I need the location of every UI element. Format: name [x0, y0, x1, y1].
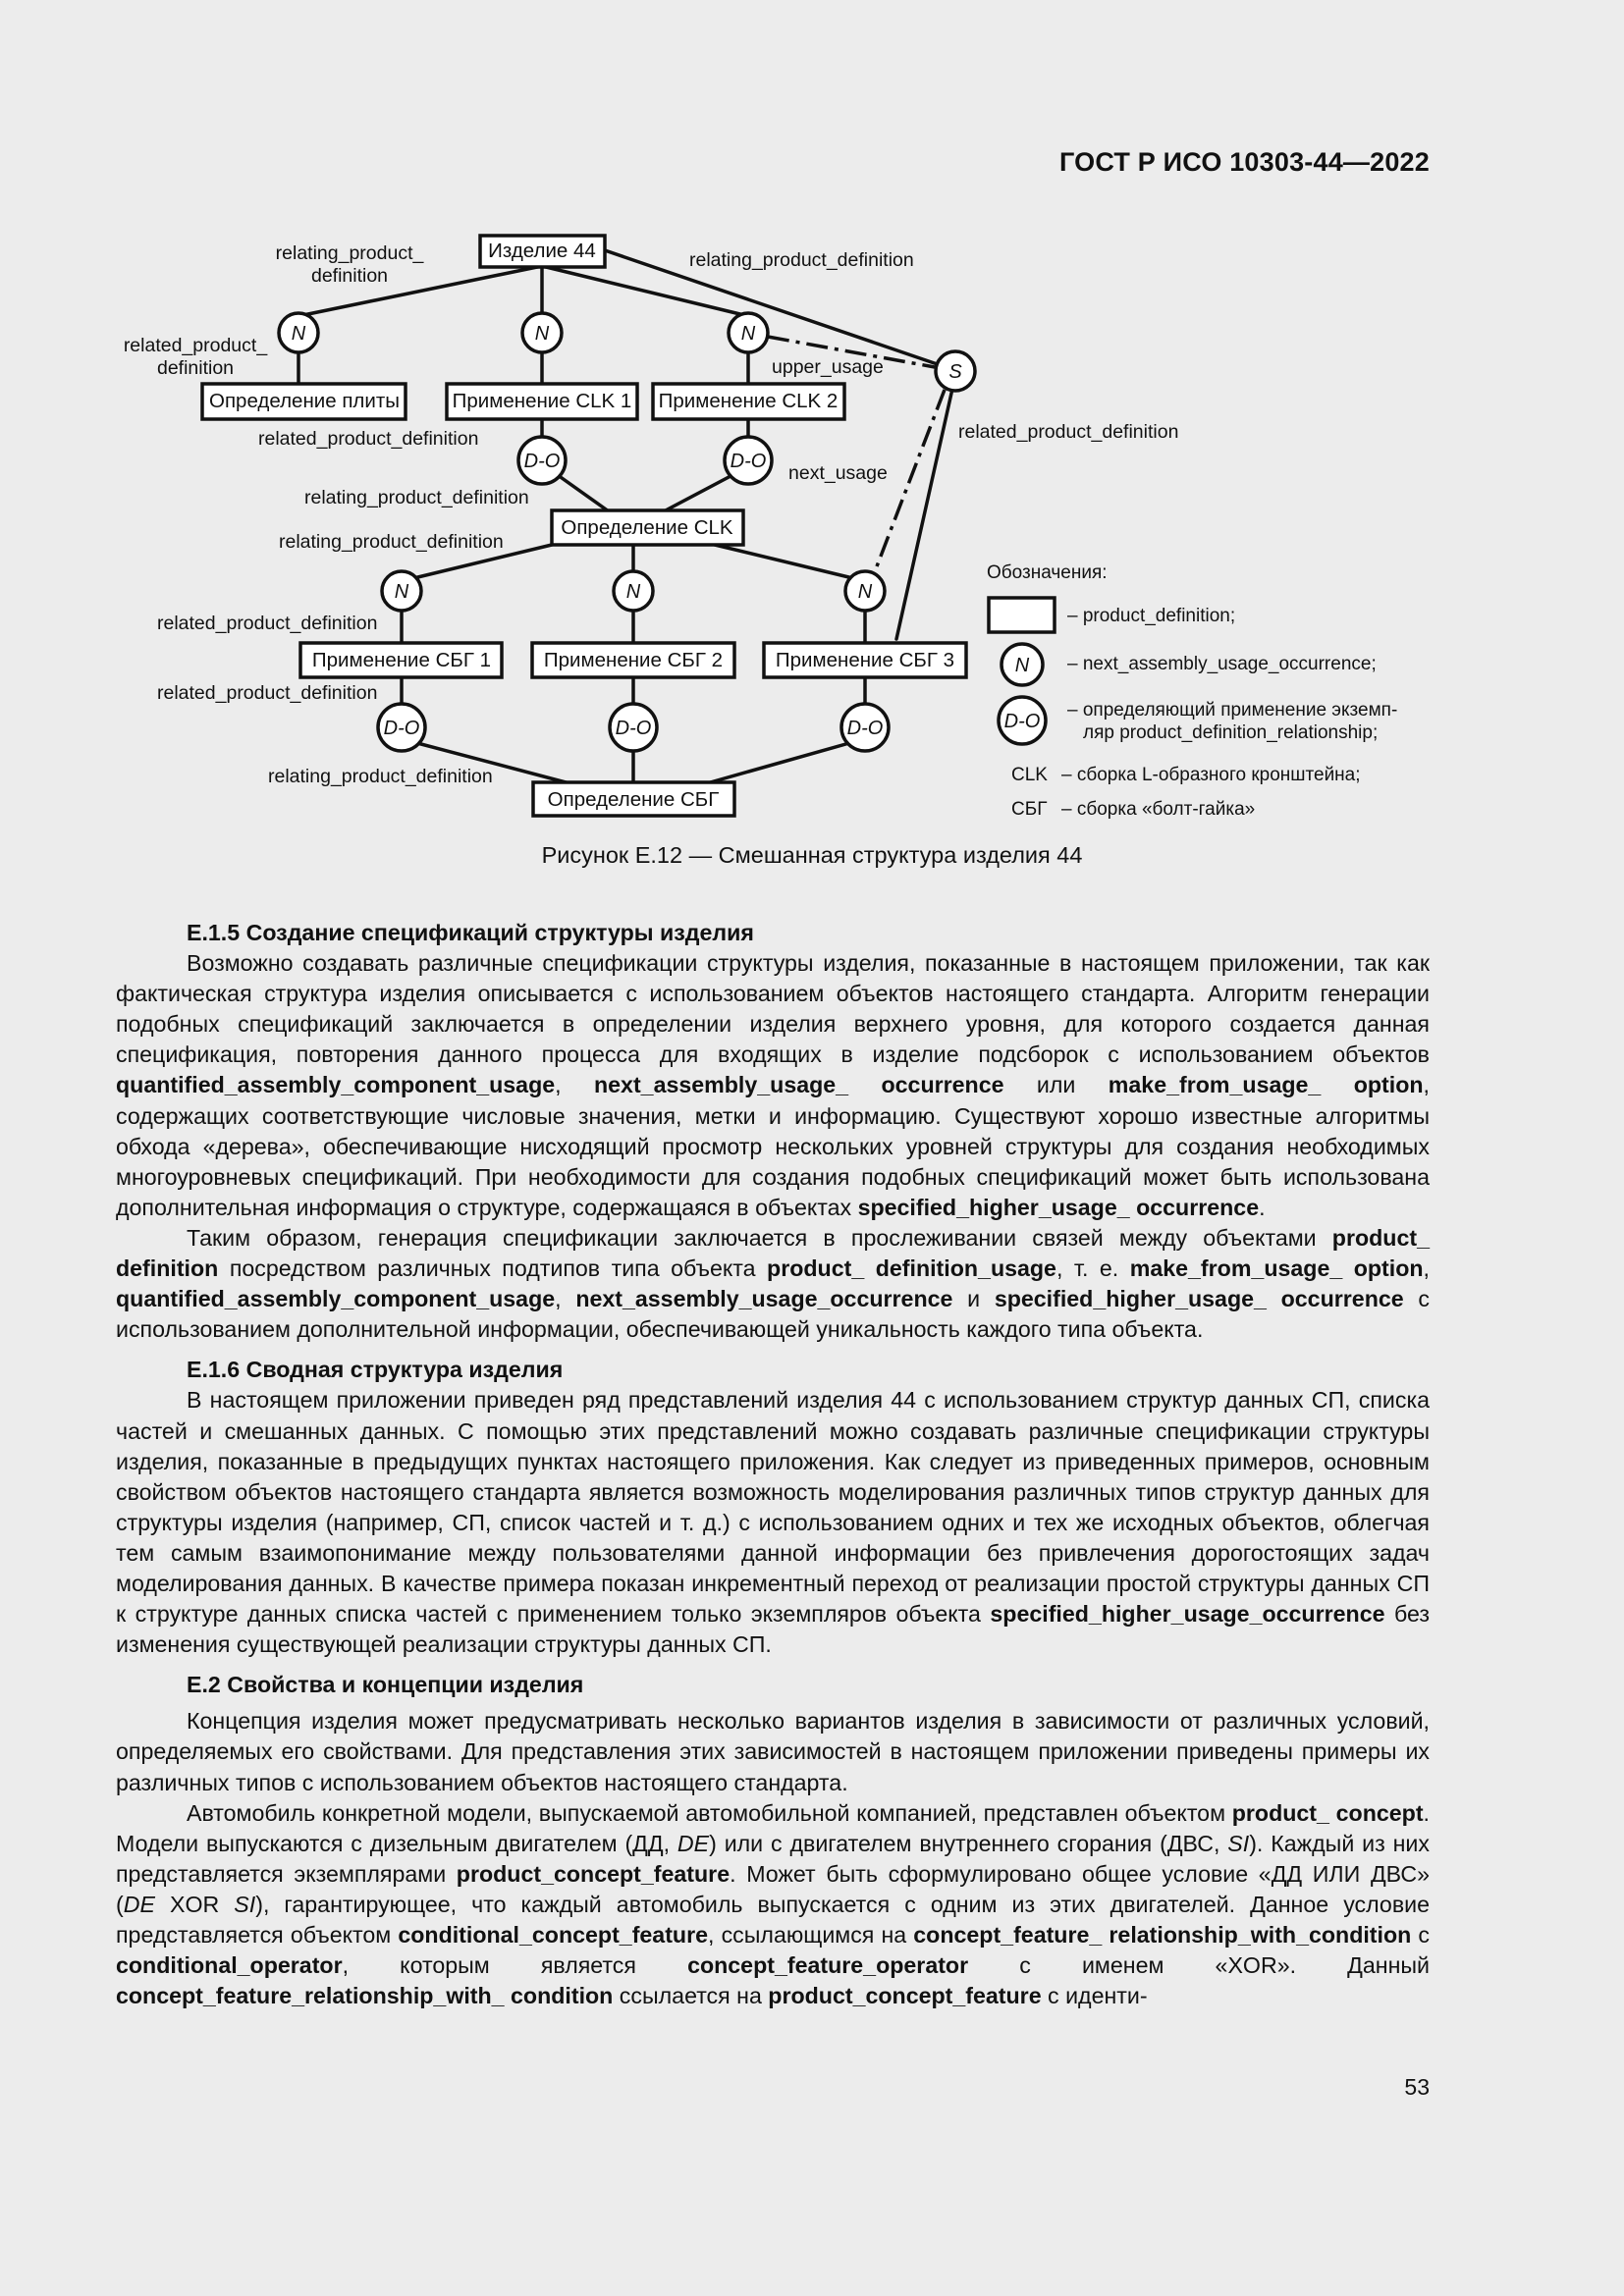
node-n-label: N	[394, 581, 409, 603]
node-n-label: N	[740, 323, 756, 345]
text-run: Автомобиль конкретной модели, выпускаемой автомобильной компанией, представлен объектом	[187, 1799, 1232, 1826]
label-sbg1-usage: Применение СБГ 1	[311, 649, 492, 671]
entity-name: product_ concept	[1231, 1799, 1424, 1826]
text-run: ,	[555, 1072, 594, 1098]
entity-name: concept_feature_operator	[687, 1952, 969, 1979]
paragraph	[116, 948, 1430, 1223]
text-run: . Может быть сформулировано общее условие «ДД ИЛИ ДВС» (	[116, 1860, 1430, 1917]
figure-caption: Рисунок Е.12 — Смешанная структура изделия 44	[541, 842, 1083, 868]
paragraph	[116, 1798, 1430, 2012]
entity-name: product_ definition	[116, 1224, 1430, 1282]
label-sbg2-usage: Применение СБГ 2	[543, 649, 724, 671]
node-n-label: N	[857, 581, 873, 603]
label-relating-pd-sbg: relating_product_definition	[268, 766, 493, 787]
text-run: ) или с двигателем внутреннего сгорания (ДВС,	[709, 1830, 1228, 1856]
legend-clk-desc: – сборка L-образного кронштейна;	[1061, 765, 1361, 785]
text-run: , т. е.	[1056, 1255, 1130, 1282]
section-heading-e2: Е.2 Свойства и концепции изделия	[187, 1672, 584, 1698]
italic-term: SI	[1227, 1830, 1250, 1856]
legend-pd-text: – product_definition;	[1067, 606, 1236, 626]
entity-name: specified_higher_usage_ occurrence	[857, 1194, 1260, 1220]
text-run: посредством различных подтипов типа объекта	[218, 1255, 768, 1282]
node-n-label: N	[625, 581, 641, 603]
legend-clk-abbr: CLK	[1011, 765, 1048, 785]
label-related-left: related_product_	[123, 335, 268, 356]
node-n-label: N	[534, 323, 550, 345]
text-run: или	[1003, 1072, 1109, 1098]
label-related-pd-sbg: related_product_definition	[157, 613, 378, 634]
legend-box-symbol	[989, 598, 1055, 632]
entity-name: concept_feature_relationship_with_ condition	[116, 1983, 614, 2009]
italic-term: DE	[123, 1891, 155, 1917]
page-number: 53	[1404, 2074, 1430, 2100]
entity-name: product_ definition_usage	[767, 1255, 1056, 1282]
entity-name: quantified_assembly_component_usage	[116, 1286, 556, 1312]
label-next-usage: next_usage	[788, 462, 888, 484]
paragraph	[116, 1706, 1430, 1797]
text-run: ссылается на	[613, 1983, 769, 2009]
label-relating-top: relating_product_	[275, 242, 424, 264]
entity-name: specified_higher_usage_ occurrence	[994, 1286, 1404, 1312]
text-run: с именем «XOR». Данный	[968, 1952, 1430, 1979]
entity-name: make_from_usage_ option	[1129, 1255, 1424, 1282]
text-run: . Модели выпускаются с дизельным двигателем (ДД,	[116, 1799, 1430, 1856]
legend-title: Обозначения:	[987, 562, 1108, 583]
label-relating-pd-clk: relating_product_definition	[304, 487, 529, 508]
text-run: ), гарантирующее, что каждый автомобиль выпускается с одним из этих двигателей. Данное условие представляется объектом	[116, 1891, 1430, 1948]
node-do-label: D-O	[615, 718, 652, 739]
section-heading-e15: Е.1.5 Создание спецификаций структуры изделия	[187, 920, 754, 945]
product-structure-diagram	[0, 0, 1624, 883]
label-clk-definition: Определение CLK	[561, 516, 733, 539]
italic-term: DE	[677, 1830, 710, 1856]
text-run: , ссылающимся на	[708, 1922, 914, 1948]
legend-nauo-text: – next_assembly_usage_occurrence;	[1067, 654, 1377, 674]
italic-term: SI	[234, 1891, 256, 1917]
entity-name: quantified_assembly_component_usage	[116, 1072, 556, 1098]
text-run: .	[1259, 1194, 1266, 1220]
text-run: , содержащих соответствующие числовые значения, метки и информацию. Существуют хорошо известные алгоритмы обхода «дерева», обеспечивающие нисходящий просмотр нескольких уровней структуры для создания необходимых многоуровневых спецификаций. При необходимости для создания подобных спецификаций может быть использована дополнительная информация о структуре, содержащаяся в объектах	[116, 1072, 1430, 1220]
entity-name: product_concept_feature	[456, 1860, 731, 1887]
entity-name: conditional_concept_feature	[398, 1922, 709, 1948]
node-do-label: D-O	[523, 451, 561, 472]
label-relating-top: definition	[310, 265, 389, 287]
label-related-left: definition	[156, 357, 235, 379]
label-relating-top-right: relating_product_definition	[689, 249, 914, 271]
entity-name: product_concept_feature	[768, 1983, 1042, 2009]
label-related-pd-sbg-do: related_product_definition	[157, 682, 378, 704]
text-run: Возможно создавать различные спецификации структуры изделия, показанные в настоящем приложении, так как фактическая структура изделия описывается с использованием объектов настоящего стандарта. Алгоритм генерации подобных спецификаций заключается в определении изделия верхнего уровня, для которого создается данная спецификация, повторения данного процесса для входящих в изделие подсборок с использованием объектов	[116, 950, 1430, 1068]
entity-name: conditional_operator	[116, 1952, 343, 1979]
node-do-label: D-O	[846, 718, 884, 739]
node-do-label: D-O	[730, 451, 767, 472]
entity-name: make_from_usage_ option	[1108, 1072, 1424, 1098]
text-run: В настоящем приложении приведен ряд представлений изделия 44 с использованием структур данных СП, списка частей и смешанных данных. С помощью этих представлений можно создавать различные спецификации структуры изделия, показанные в предыдущих пунктах настоящего приложения. Как следует из приведенных примеров, основным свойством объектов настоящего стандарта является возможность моделирования различных типов структур данных для структуры изделия (например, СП, список частей и т. д.) с использованием одних и тех же исходных объектов, облегчая тем самым взаимопонимание между пользователями данной информации без привлечения дорогостоящих задач моделирования данных. В качестве примера показан инкрементный переход от реализации простой структуры данных СП к структуре данных списка частей с применением только экземпляров объекта	[116, 1387, 1430, 1628]
label-sbg3-usage: Применение СБГ 3	[775, 649, 955, 671]
text-run: ,	[1423, 1255, 1430, 1282]
label-related-pd-clk: related_product_definition	[258, 428, 479, 450]
label-related-pd-s: related_product_definition	[958, 421, 1179, 443]
paragraph	[116, 1385, 1430, 1660]
label-relating-pd-clk-def: relating_product_definition	[279, 531, 504, 553]
text-run: , которым является	[342, 1952, 688, 1979]
paragraph	[116, 1223, 1430, 1345]
section-heading-e16: Е.1.6 Сводная структура изделия	[187, 1357, 564, 1383]
entity-name: specified_higher_usage_occurrence	[990, 1601, 1385, 1628]
label-clk1-usage: Применение CLK 1	[452, 390, 632, 412]
legend-n-label: N	[1014, 655, 1030, 676]
entity-name: concept_feature_ relationship_with_condition	[913, 1922, 1412, 1948]
legend-do-text: – определяющий применение экземп-	[1067, 700, 1398, 721]
text-run: XOR	[154, 1891, 235, 1917]
text-run: с использованием дополнительной информации, обеспечивающей уникальность каждого типа объекта.	[116, 1286, 1430, 1343]
node-n-label: N	[291, 323, 306, 345]
label-clk2-usage: Применение CLK 2	[658, 390, 839, 412]
label-product-44: Изделие 44	[488, 240, 596, 262]
legend-sbg-desc: – сборка «болт-гайка»	[1061, 799, 1256, 820]
legend-sbg-abbr: СБГ	[1011, 799, 1048, 820]
body-text	[116, 918, 1430, 2011]
text-run: ). Каждый из них представляется экземплярами	[116, 1830, 1430, 1887]
entity-name: next_assembly_usage_occurrence	[575, 1286, 953, 1312]
label-plate-definition: Определение плиты	[209, 390, 400, 412]
node-do-label: D-O	[383, 718, 420, 739]
text-run: ,	[555, 1286, 576, 1312]
text-run: Таким образом, генерация спецификации заключается в прослеживании связей между объектами	[187, 1224, 1332, 1251]
text-run: с	[1411, 1922, 1430, 1948]
node-s-label: S	[948, 361, 962, 383]
text-run: с иденти-	[1041, 1983, 1148, 2009]
text-run: Концепция изделия может предусматривать несколько вариантов изделия в зависимости от различных условий, определяемых его свойствами. Для представления этих зависимостей в настоящем приложении приведены примеры их различных типов с использованием объектов настоящего стандарта.	[116, 1708, 1430, 1795]
document-header: ГОСТ Р ИСО 10303-44—2022	[1059, 147, 1430, 177]
text-run: и	[952, 1286, 995, 1312]
label-upper-usage: upper_usage	[772, 356, 884, 378]
label-sbg-definition: Определение СБГ	[547, 788, 720, 811]
entity-name: next_assembly_usage_ occurrence	[594, 1072, 1004, 1098]
legend-do-text: ляр product_definition_relationship;	[1083, 722, 1379, 743]
legend-do-label: D-O	[1003, 711, 1041, 732]
text-run: без изменения существующей реализации структуры данных СП.	[116, 1601, 1431, 1658]
